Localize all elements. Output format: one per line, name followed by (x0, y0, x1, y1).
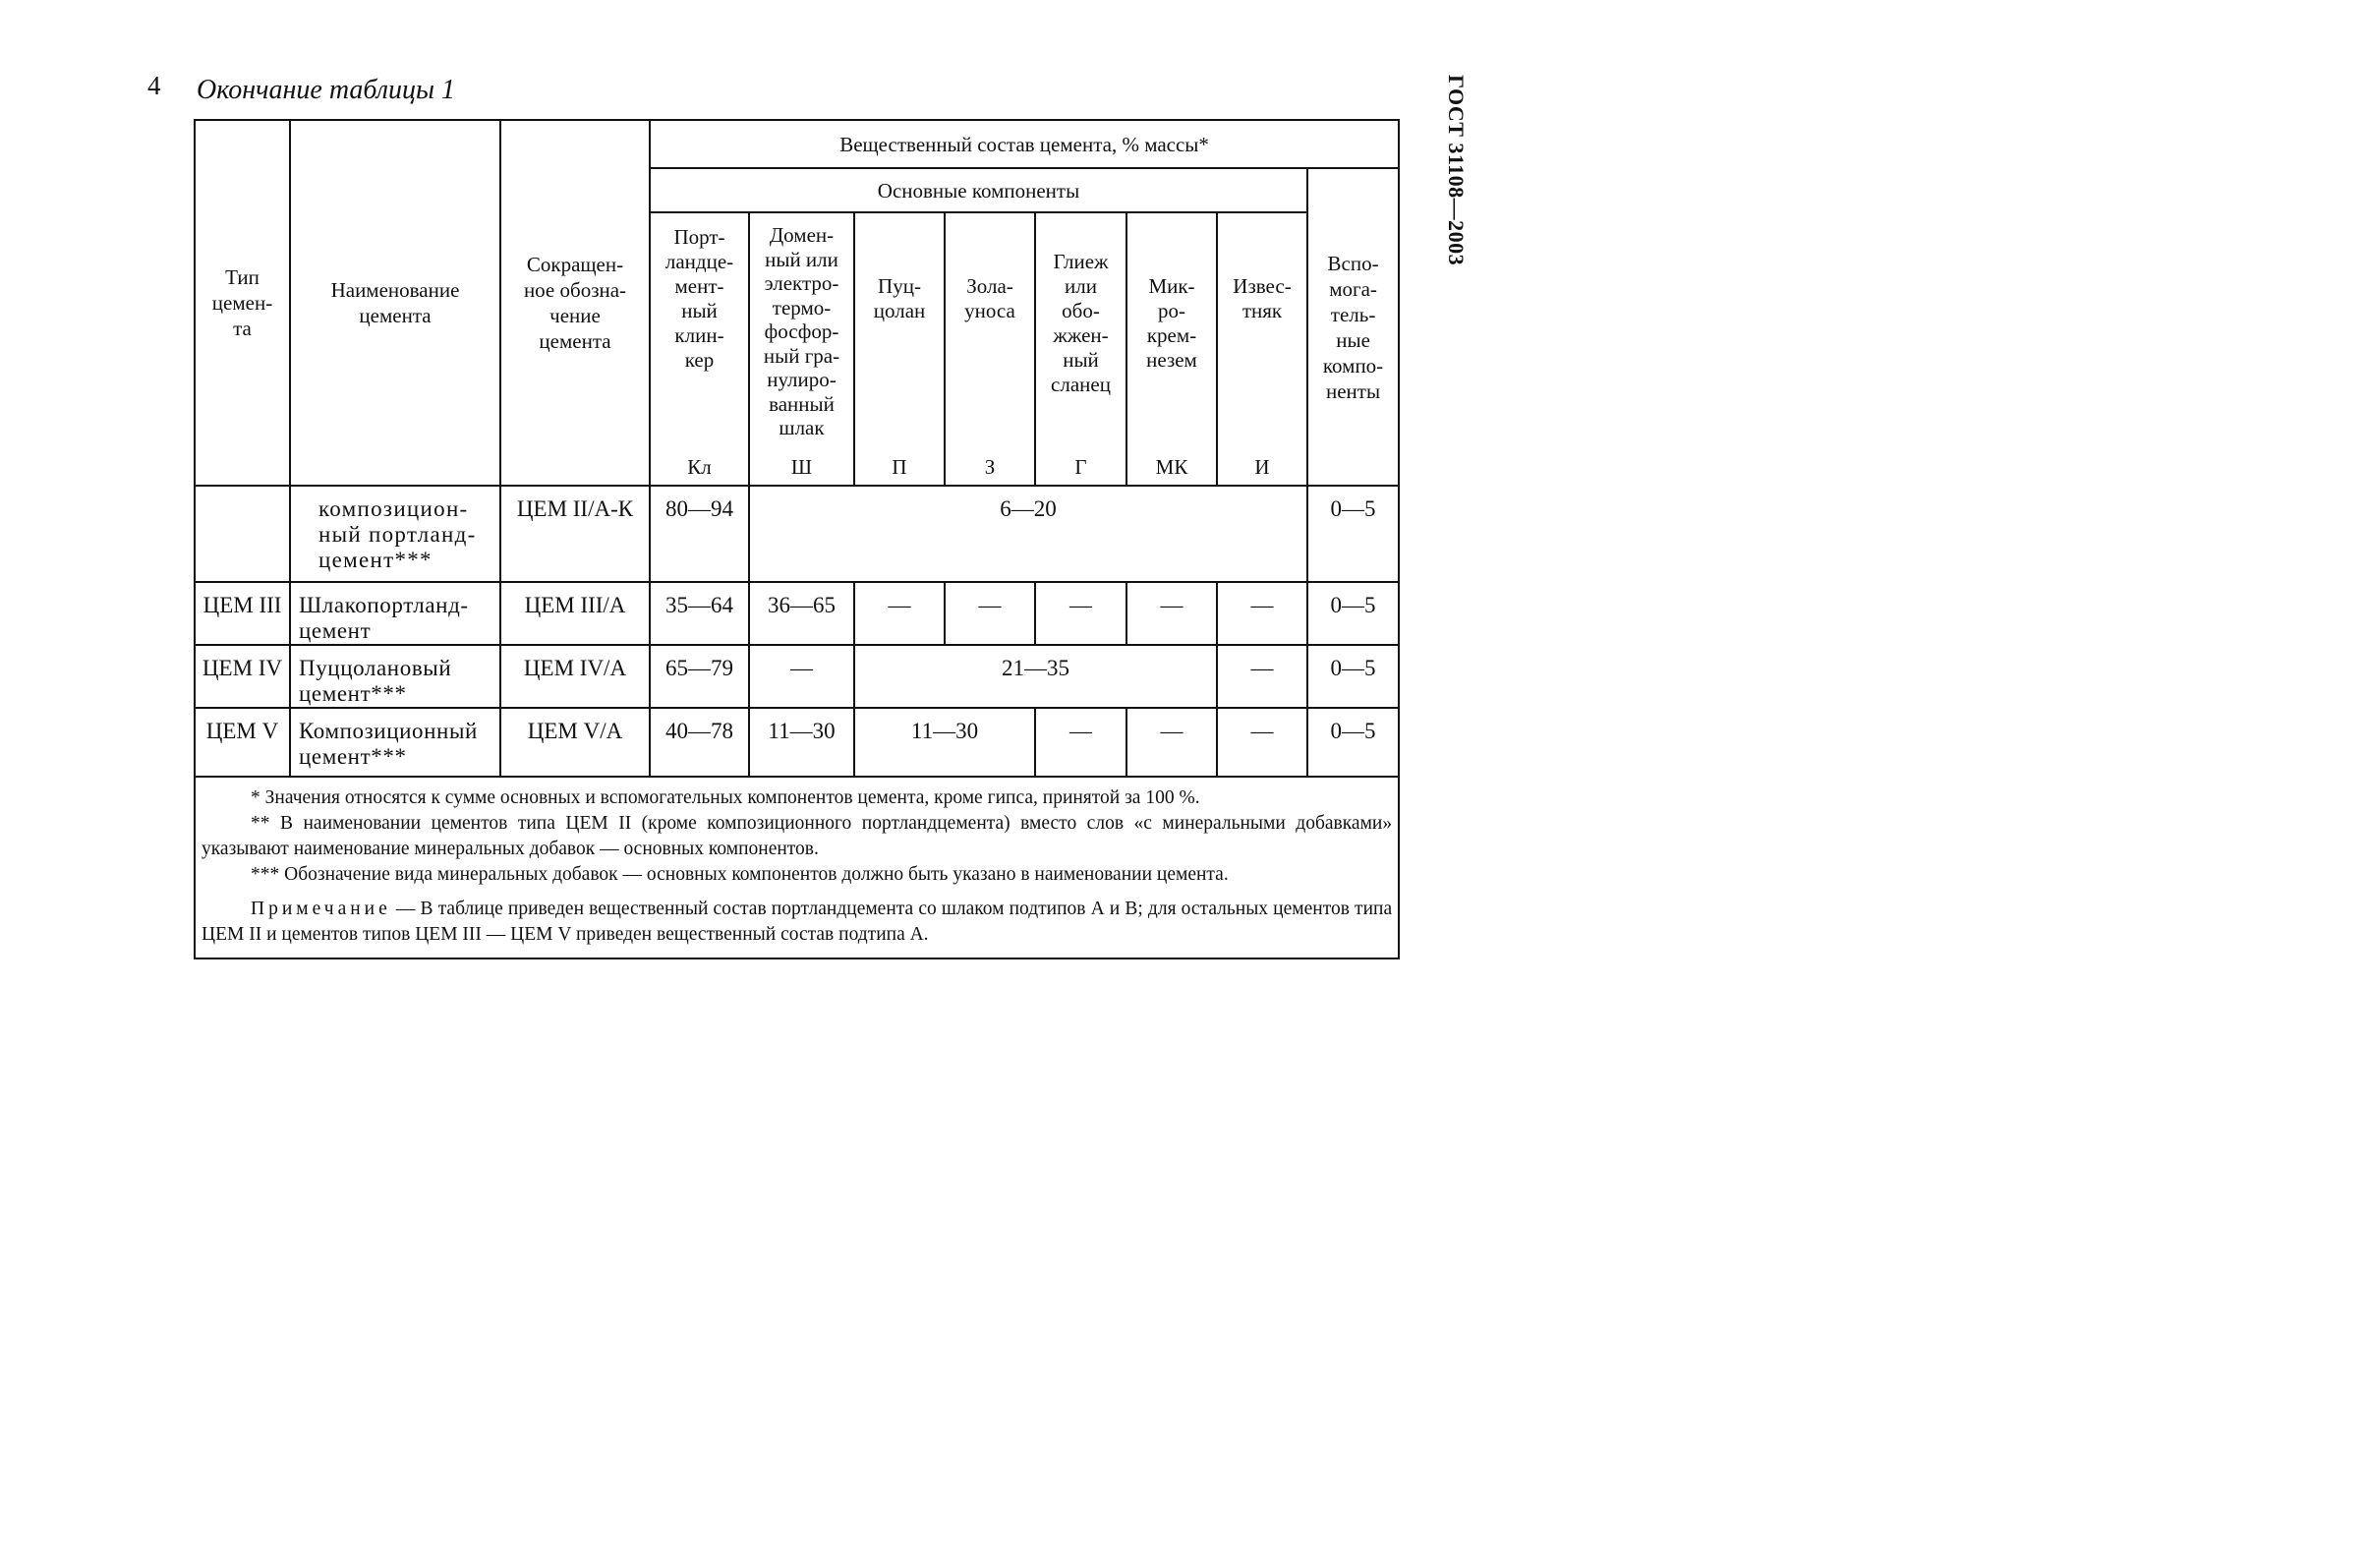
cell-aux: 0—5 (1307, 582, 1399, 645)
cell-type: ЦЕМ V (195, 708, 290, 777)
cell-g: — (1035, 708, 1126, 777)
cell-p-z-g-mk: 21—35 (854, 645, 1217, 708)
cell-mk: — (1126, 582, 1217, 645)
cell-aux: 0—5 (1307, 708, 1399, 777)
cell-abbrev: ЦЕМ V/А (500, 708, 650, 777)
header-component-microsilica: Мик- ро- крем- незем МК (1126, 212, 1217, 486)
cell-sh: 11—30 (749, 708, 854, 777)
table-row (195, 708, 1399, 777)
header-auxiliary: Вспо- мога- тель- ные компо- ненты (1307, 168, 1399, 486)
cell-abbrev: ЦЕМ IV/А (500, 645, 650, 708)
document-code: ГОСТ 31108—2003 (1444, 75, 1469, 266)
remark (202, 897, 1392, 948)
cell-type: ЦЕМ IV (195, 645, 290, 708)
cell-type (195, 486, 290, 582)
header-component-limestone: Извес- тняк И (1217, 212, 1307, 486)
code-g: Г (1074, 455, 1087, 479)
header-type: Тип цемен- та (195, 120, 290, 486)
table-row (195, 486, 1399, 582)
cell-sh: — (749, 645, 854, 708)
cell-name: Пуццолановый цемент*** (290, 645, 500, 708)
cell-g: — (1035, 582, 1126, 645)
cell-i: — (1217, 708, 1307, 777)
table-title: Окончание таблицы 1 (197, 75, 455, 105)
cell-abbrev: ЦЕМ II/А-К (500, 486, 650, 582)
footnote-3: *** Обозначение вида минеральных добавок — основных компонентов должно быть указано в наименовании цемента. (251, 864, 1229, 885)
code-i: И (1254, 455, 1270, 479)
cell-sh: 36—65 (749, 582, 854, 645)
header-component-shale: Глиеж или обо- жжен- ный сланец Г (1035, 212, 1126, 486)
cell-mk: — (1126, 708, 1217, 777)
cell-p: — (854, 582, 945, 645)
cell-kl: 65—79 (650, 645, 749, 708)
code-sh: Ш (790, 455, 813, 479)
cell-z: — (945, 582, 1035, 645)
cell-aux: 0—5 (1307, 645, 1399, 708)
header-name: Наименование цемента (290, 120, 500, 486)
cell-i: — (1217, 582, 1307, 645)
cell-name: Шлакопортланд- цемент (290, 582, 500, 645)
cell-p-z: 11—30 (854, 708, 1035, 777)
header-composition: Вещественный состав цемента, % массы* (650, 120, 1399, 168)
footnote-2: ** В наименовании цементов типа ЦЕМ II (кроме композиционного портландцемента) вместо слов «с минеральными добавками» указывают наименование минеральных добавок — основных компонентов. (202, 813, 1393, 859)
table-row (195, 645, 1399, 708)
table-notes (195, 777, 1399, 958)
composition-table (194, 119, 1400, 959)
cell-name: композицион- ный портланд- цемент*** (290, 486, 500, 582)
remark-label: Примечание (251, 899, 391, 919)
cell-other-components: 6—20 (749, 486, 1307, 582)
footnote-1: * Значения относятся к сумме основных и вспомогательных компонентов цемента, кроме гипса, принятой за 100 %. (251, 787, 1200, 808)
cell-name: Композиционный цемент*** (290, 708, 500, 777)
cell-kl: 80—94 (650, 486, 749, 582)
cell-type: ЦЕМ III (195, 582, 290, 645)
cell-abbrev: ЦЕМ III/А (500, 582, 650, 645)
cell-aux: 0—5 (1307, 486, 1399, 582)
code-mk: МК (1155, 455, 1188, 479)
remark-text: — В таблице приведен вещественный состав портландцемента со шлаком подтипов А и В; для остальных цементов типа ЦЕМ II и цементов типов ЦЕМ III — ЦЕМ V приведен вещественный состав подтипа А. (202, 899, 1393, 945)
cell-i: — (1217, 645, 1307, 708)
header-component-fly-ash: Зола- уноса З (945, 212, 1035, 486)
header-component-slag: Домен- ный или электро- термо- фосфор- ный гра- нулиро- ванный шлак Ш (749, 212, 854, 486)
header-main-components: Основные компоненты (650, 168, 1307, 212)
code-z: З (984, 455, 996, 479)
code-p: П (892, 455, 907, 479)
table-row (195, 582, 1399, 645)
header-abbrev: Сокращен- ное обозна- чение цемента (500, 120, 650, 486)
cell-kl: 35—64 (650, 582, 749, 645)
header-component-clinker: Порт- ландце- мент- ный клин- кер Кл (650, 212, 749, 486)
code-kl: Кл (687, 455, 712, 479)
header-component-pozzolan: Пуц- цолан П (854, 212, 945, 486)
cell-kl: 40—78 (650, 708, 749, 777)
page-number: 4 (147, 71, 161, 100)
